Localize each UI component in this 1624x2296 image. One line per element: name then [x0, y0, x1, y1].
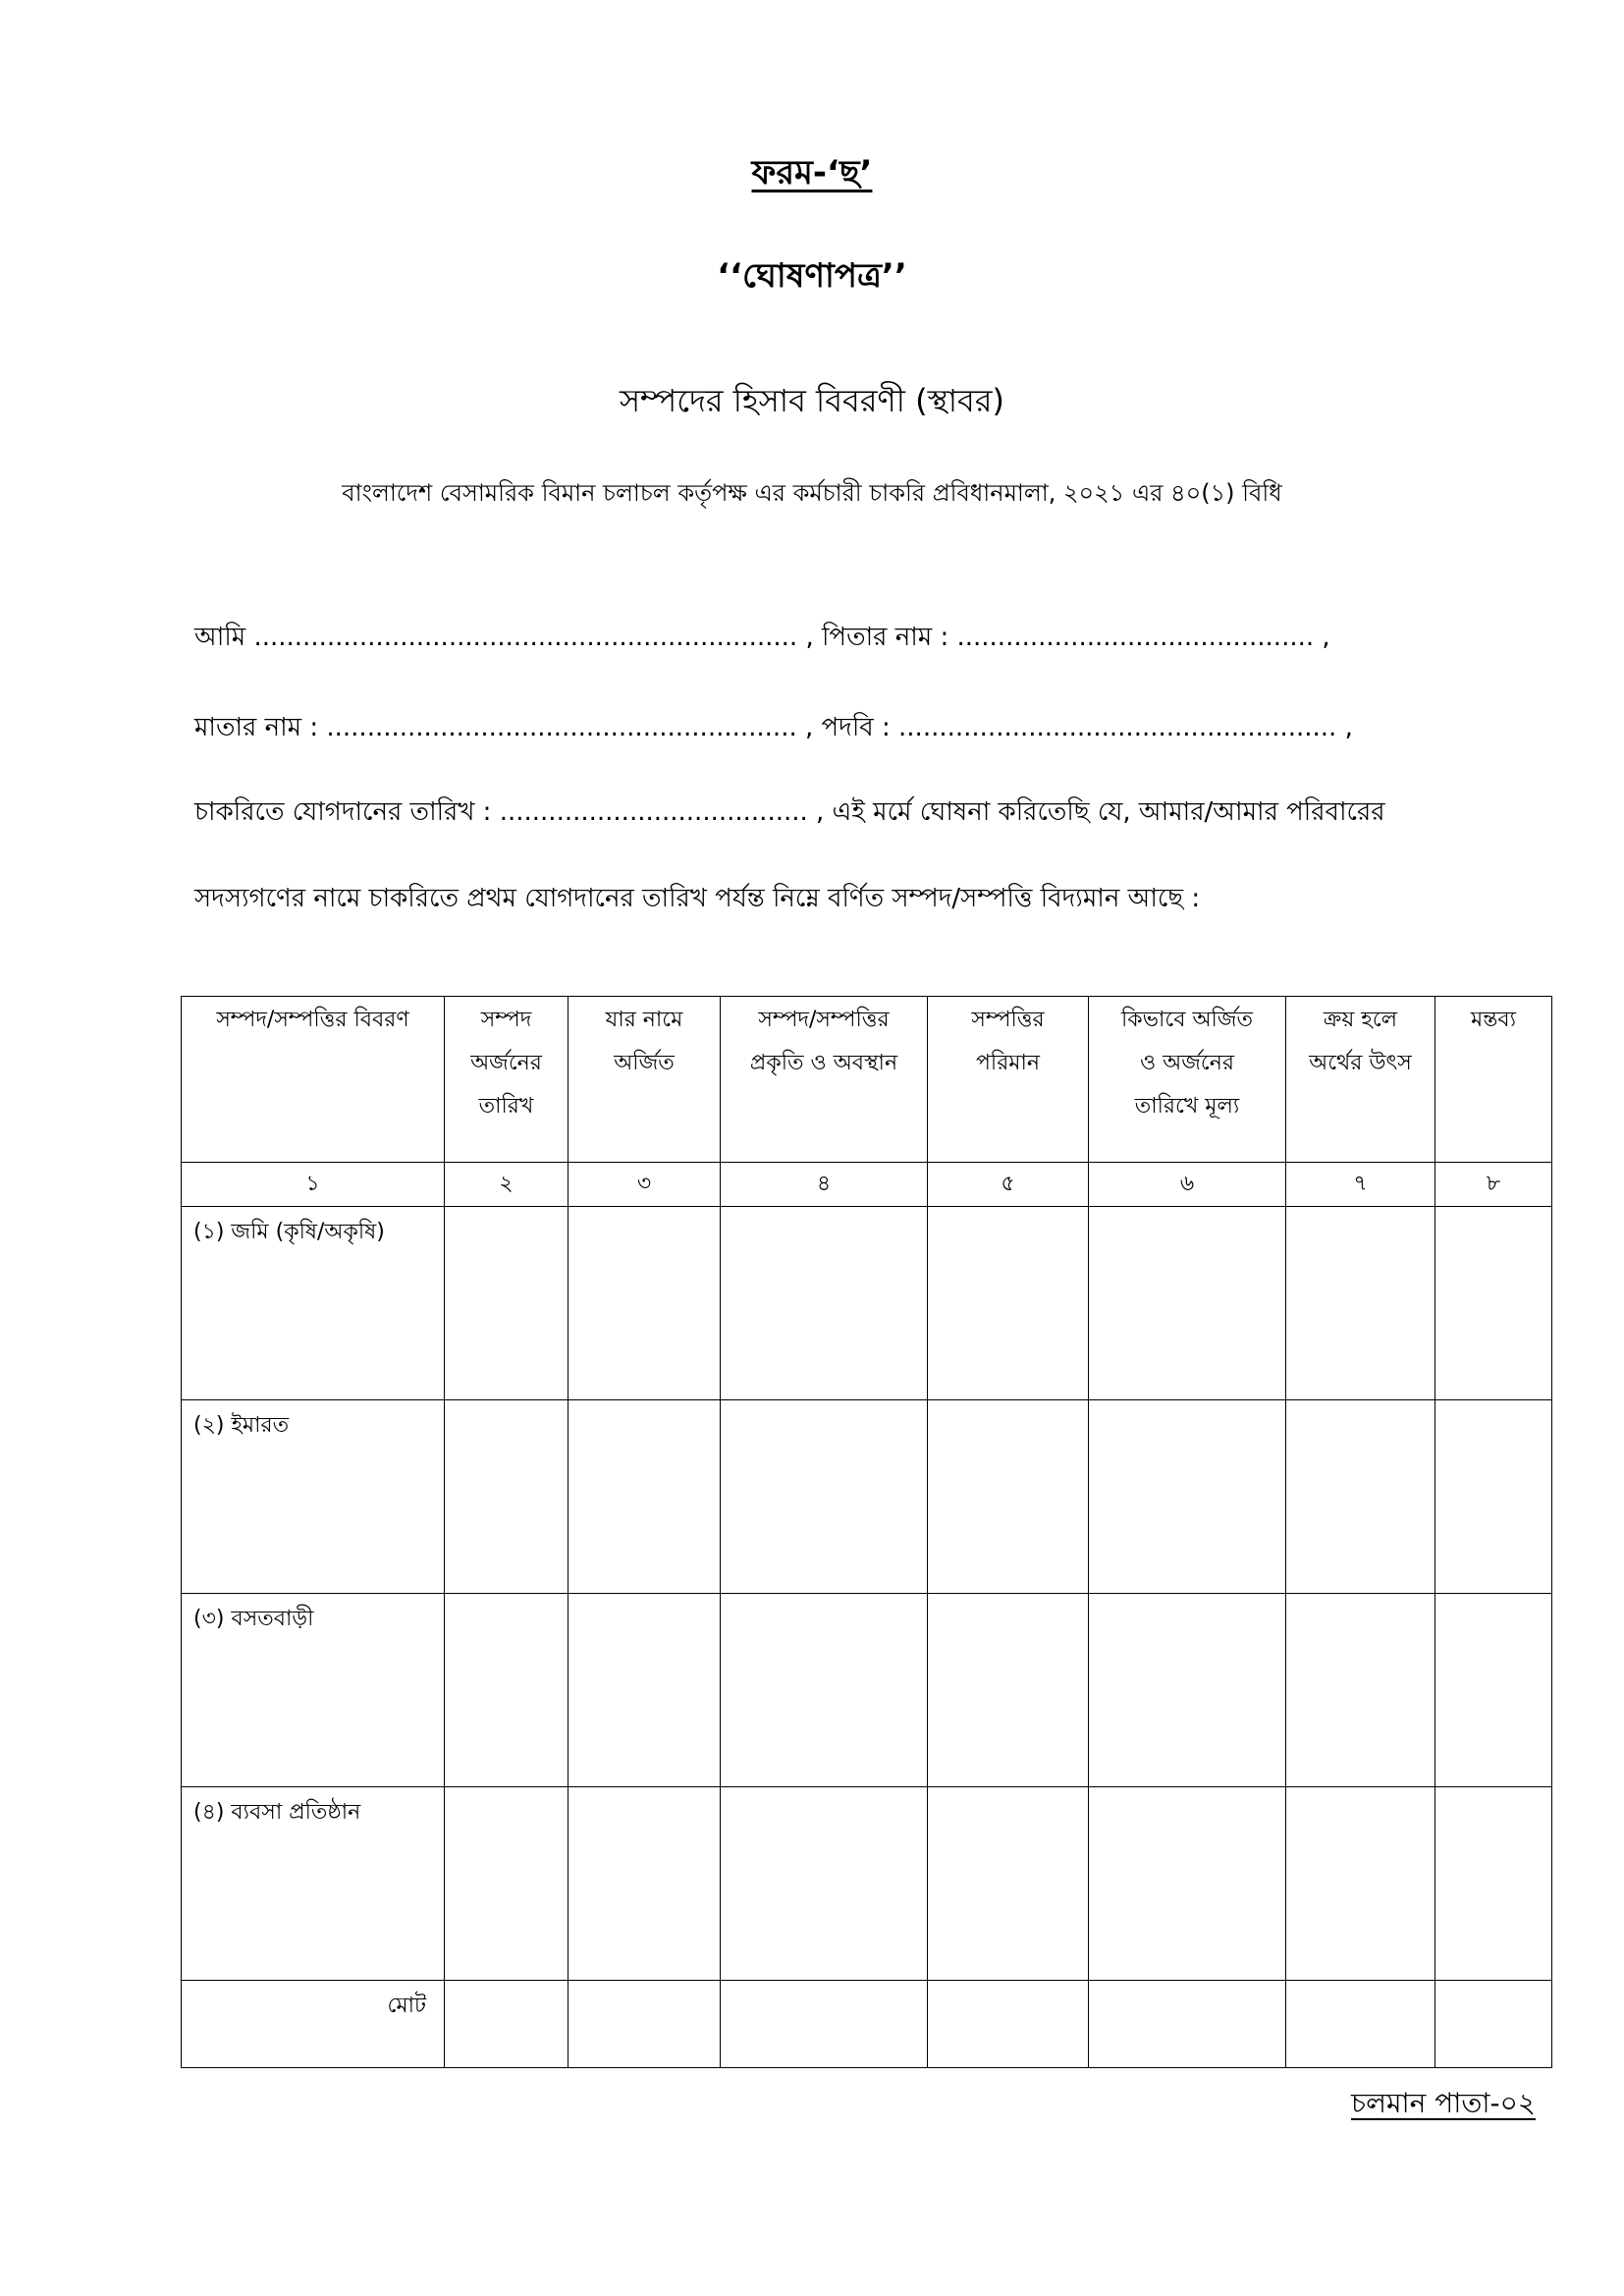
table-row: [182, 1400, 1552, 1594]
declaration-title: ‘‘ঘোষণাপত্র’’: [717, 256, 907, 296]
form-title: ফরম-‘ছ’: [751, 153, 873, 192]
table-cell[interactable]: [1435, 1207, 1552, 1400]
table-cell[interactable]: [1286, 1207, 1435, 1400]
table-cell[interactable]: [1286, 1981, 1435, 2068]
table-cell[interactable]: [1089, 1400, 1286, 1594]
table-cell[interactable]: [568, 1594, 721, 1787]
column-number: ৫: [928, 1163, 1089, 1207]
declaration-line-mother: মাতার নাম : .......................................................... , পদবি : ...................................................... ,: [194, 713, 1353, 742]
row-label: (৩) বসতবাড়ী: [182, 1594, 445, 1787]
table-cell[interactable]: [568, 1981, 721, 2068]
continued-page-label: চলমান পাতা-০২: [1350, 2087, 1536, 2119]
table-cell[interactable]: [1286, 1400, 1435, 1594]
declaration-line-statement: সদস্যগণের নামে চাকরিতে প্রথম যোগদানের তারিখ পর্যন্ত নিম্নে বর্ণিত সম্পদ/সম্পত্তি বিদ্যমান আছে :: [194, 884, 1201, 913]
column-number: ৬: [1089, 1163, 1286, 1207]
header-row: [182, 997, 1552, 1163]
table-cell[interactable]: [1435, 1400, 1552, 1594]
document-subtitle: সম্পদের হিসাব বিবরণী (স্থাবর): [620, 382, 1004, 419]
table-cell[interactable]: [928, 1594, 1089, 1787]
table-cell[interactable]: [445, 1400, 568, 1594]
table-cell[interactable]: [721, 1594, 928, 1787]
table-cell[interactable]: [721, 1787, 928, 1981]
column-header: সম্পত্তির পরিমান: [928, 997, 1089, 1163]
table-cell[interactable]: [445, 1787, 568, 1981]
column-header: সম্পদ/সম্পত্তির বিবরণ: [182, 997, 445, 1163]
table-cell[interactable]: [1435, 1594, 1552, 1787]
rule-reference: বাংলাদেশ বেসামরিক বিমান চলাচল কর্তৃপক্ষ এর কর্মচারী চাকরি প্রবিধানমালা, ২০২১ এর ৪০(১) বিধি: [342, 479, 1282, 507]
row-label: (১) জমি (কৃষি/অকৃষি): [182, 1207, 445, 1400]
total-label: মোট: [182, 1981, 445, 2068]
column-header: কিভাবে অর্জিত ও অর্জনের তারিখে মূল্য: [1089, 997, 1286, 1163]
column-number: ৭: [1286, 1163, 1435, 1207]
table-cell[interactable]: [1089, 1981, 1286, 2068]
table-cell[interactable]: [445, 1981, 568, 2068]
column-header: মন্তব্য: [1435, 997, 1552, 1163]
table-cell[interactable]: [568, 1787, 721, 1981]
row-label: (২) ইমারত: [182, 1400, 445, 1594]
column-header: যার নামে অর্জিত: [568, 997, 721, 1163]
table-cell[interactable]: [1435, 1981, 1552, 2068]
table-cell[interactable]: [568, 1400, 721, 1594]
declaration-line-name: আমি ................................................................... , পিতার নাম : ............................................ ,: [194, 623, 1330, 652]
column-number: ১: [182, 1163, 445, 1207]
asset-table: [181, 996, 1552, 2068]
table-cell[interactable]: [445, 1207, 568, 1400]
column-number: ৪: [721, 1163, 928, 1207]
table-cell[interactable]: [1089, 1594, 1286, 1787]
table-cell[interactable]: [445, 1594, 568, 1787]
row-label: (৪) ব্যবসা প্রতিষ্ঠান: [182, 1787, 445, 1981]
column-number-row: [182, 1163, 1552, 1207]
table-row: [182, 1207, 1552, 1400]
table-cell[interactable]: [1286, 1787, 1435, 1981]
table-cell[interactable]: [721, 1207, 928, 1400]
table-cell[interactable]: [928, 1787, 1089, 1981]
column-number: ২: [445, 1163, 568, 1207]
column-number: ৩: [568, 1163, 721, 1207]
column-header: ক্রয় হলে অর্থের উৎস: [1286, 997, 1435, 1163]
table-cell[interactable]: [1089, 1207, 1286, 1400]
column-number: ৮: [1435, 1163, 1552, 1207]
table-cell[interactable]: [928, 1981, 1089, 2068]
table-cell[interactable]: [721, 1400, 928, 1594]
table-row: [182, 1594, 1552, 1787]
table-cell[interactable]: [928, 1400, 1089, 1594]
table-cell[interactable]: [1286, 1594, 1435, 1787]
table-cell[interactable]: [568, 1207, 721, 1400]
total-row: [182, 1981, 1552, 2068]
table-cell[interactable]: [721, 1981, 928, 2068]
declaration-line-joining-date: চাকরিতে যোগদানের তারিখ : ...................................... , এই মর্মে ঘোষনা করিতেছি যে, আমার/আমার পরিবারের: [194, 797, 1385, 827]
table-cell[interactable]: [1089, 1787, 1286, 1981]
column-header: সম্পদ অর্জনের তারিখ: [445, 997, 568, 1163]
table-row: [182, 1787, 1552, 1981]
column-header: সম্পদ/সম্পত্তির প্রকৃতি ও অবস্থান: [721, 997, 928, 1163]
table-cell[interactable]: [1435, 1787, 1552, 1981]
table-cell[interactable]: [928, 1207, 1089, 1400]
